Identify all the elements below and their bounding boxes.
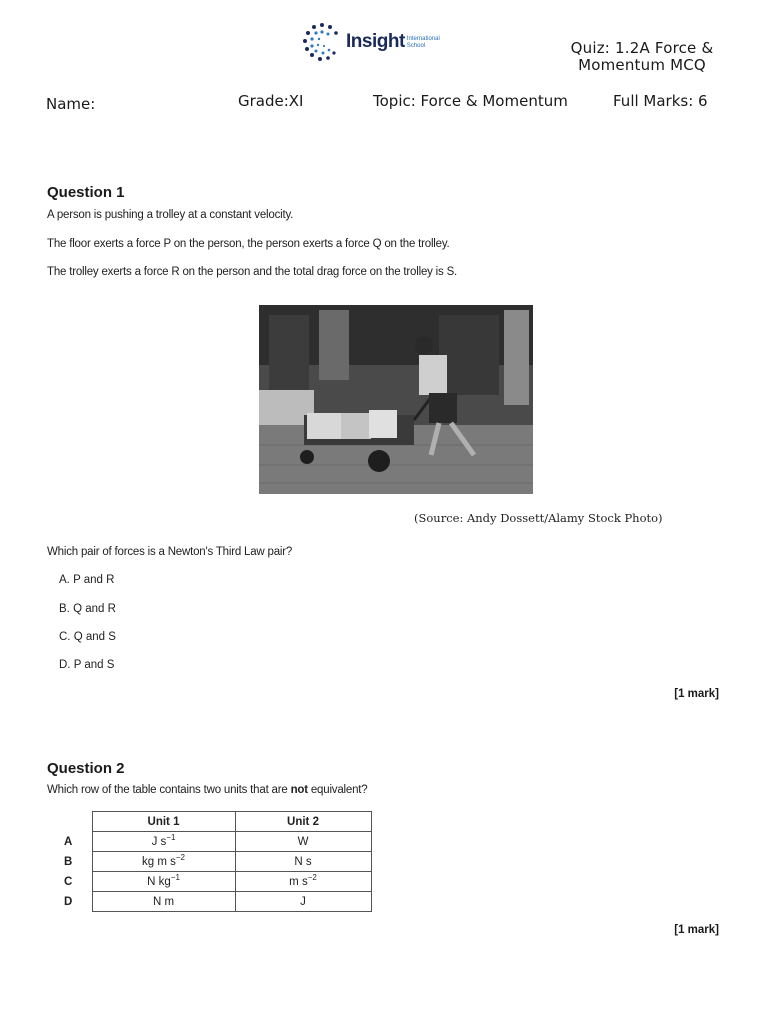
table-row <box>56 872 371 892</box>
quiz-title: Quiz: 1.2A Force & Momentum MCQ <box>570 39 714 74</box>
logo-subtitle <box>407 36 440 50</box>
question-2-mark: [1 mark] <box>674 924 719 936</box>
unit-1-cell <box>92 832 235 852</box>
unit-base: N m <box>152 895 175 908</box>
option-letter: A. <box>59 574 70 586</box>
option-text: Q and S <box>73 631 116 643</box>
unit-2-cell <box>235 872 371 892</box>
unit-base: J <box>300 895 306 908</box>
row-label: C <box>64 875 73 888</box>
unit-exponent: −2 <box>307 872 317 882</box>
option-letter: D. <box>59 659 71 671</box>
unit-2-cell <box>235 852 371 872</box>
unit-exponent: −1 <box>170 872 180 882</box>
unit-base: N s <box>294 855 312 868</box>
photo-caption: (Source: Andy Dossett/Alamy Stock Photo) <box>414 511 663 525</box>
option-letter: B. <box>59 603 70 615</box>
grade-label: Grade:XI <box>238 92 304 110</box>
question-1-paragraph-3: The trolley exerts a force R on the person and the total drag force on the trolley is S. <box>47 266 458 278</box>
unit-base: N kg <box>147 875 171 888</box>
trolley-photo <box>259 305 533 494</box>
logo-dots-icon <box>302 22 342 62</box>
question-1-option-a[interactable] <box>59 574 114 586</box>
table-header-row <box>56 812 371 832</box>
question-1-paragraph-1: A person is pushing a trolley at a constant velocity. <box>47 209 294 221</box>
question-2-prompt <box>47 784 367 796</box>
unit-base: m s <box>289 875 308 888</box>
prompt-text-2: equivalent? <box>307 784 368 796</box>
table-row <box>56 892 371 912</box>
full-marks-label: Full Marks: 6 <box>613 92 708 110</box>
row-label-blank <box>56 812 92 832</box>
unit-2-cell <box>235 832 371 852</box>
logo-subtitle-line1: International <box>406 36 440 42</box>
row-label: B <box>64 855 73 868</box>
unit-1-cell <box>92 872 235 892</box>
unit-2-cell <box>235 892 371 912</box>
column-header-unit-2: Unit 2 <box>235 812 371 832</box>
topic-label: Topic: Force & Momentum <box>373 92 568 110</box>
trolley-photo-illustration <box>259 305 533 494</box>
row-label: A <box>64 835 73 848</box>
option-text: Q and R <box>73 603 116 615</box>
unit-base: J s <box>151 835 167 848</box>
logo-wordmark: Insight <box>346 31 405 52</box>
question-1-prompt: Which pair of forces is a Newton's Third Law pair? <box>47 546 293 558</box>
option-text: P and S <box>73 659 115 671</box>
logo-subtitle-line2: School <box>406 43 426 49</box>
name-label: Name: <box>46 95 96 113</box>
unit-1-cell <box>92 852 235 872</box>
table-row <box>56 832 371 852</box>
school-logo <box>302 20 452 64</box>
unit-exponent: −1 <box>166 832 176 842</box>
unit-1-cell <box>92 892 235 912</box>
question-1-option-b[interactable] <box>59 603 116 615</box>
row-label: D <box>64 895 73 908</box>
prompt-emphasis: not <box>290 784 308 796</box>
unit-base: W <box>297 835 309 848</box>
units-table <box>56 811 372 912</box>
table-row <box>56 852 371 872</box>
unit-base: kg m s <box>142 855 176 868</box>
option-text: P and R <box>73 574 115 586</box>
unit-exponent: −2 <box>175 852 185 862</box>
question-2-title: Question 2 <box>47 760 125 777</box>
option-letter: C. <box>59 631 71 643</box>
question-1-option-d[interactable] <box>59 659 114 671</box>
prompt-text-1: Which row of the table contains two units that are <box>47 784 291 796</box>
question-1-paragraph-2: The floor exerts a force P on the person, the person exerts a force Q on the trolley. <box>47 238 450 250</box>
column-header-unit-1: Unit 1 <box>92 812 235 832</box>
question-1-mark: [1 mark] <box>674 688 719 700</box>
question-1-title: Question 1 <box>47 184 125 201</box>
question-1-option-c[interactable] <box>59 631 116 643</box>
